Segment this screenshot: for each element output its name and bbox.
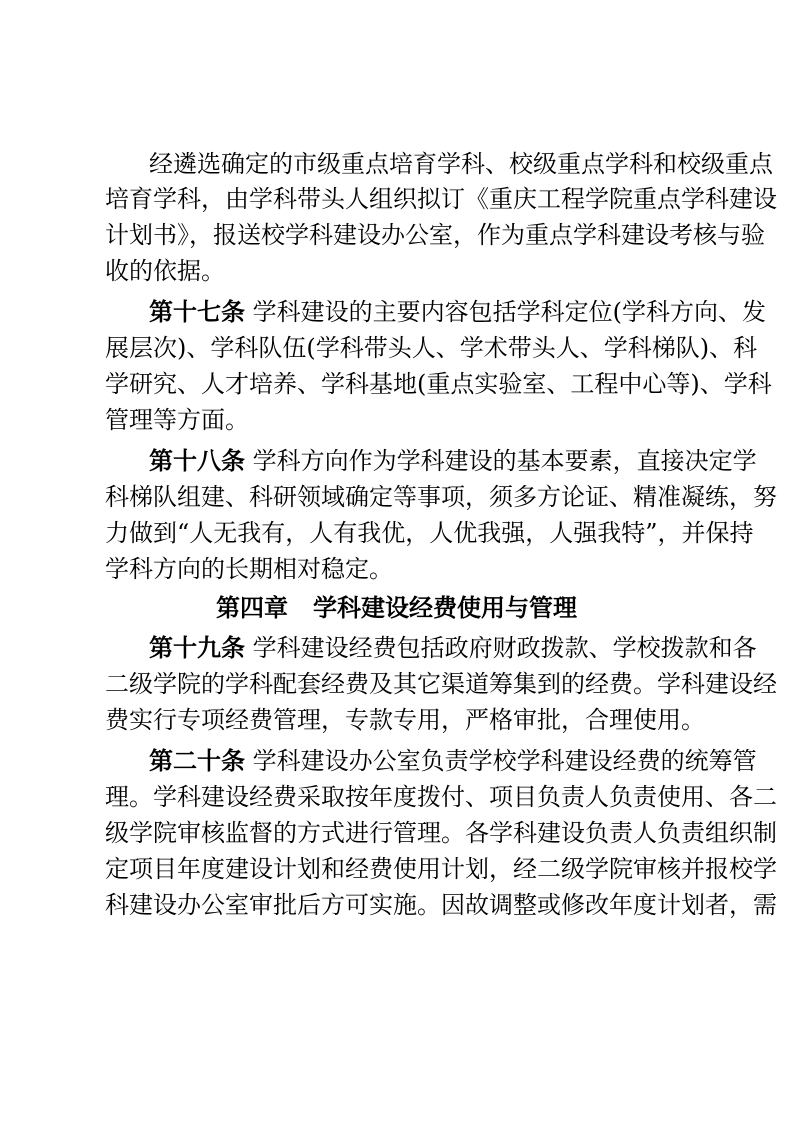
text-line: 科梯队组建、科研领域确定等事项，须多方论证、精准凝练，努 (105, 483, 777, 511)
text-line: 级学院审核监督的方式进行管理。各学科建设负责人负责组织制 (105, 819, 777, 847)
article-label: 第十九条 (149, 634, 245, 662)
article-text: 学科方向作为学科建设的基本要素，直接决定学 (245, 447, 757, 475)
text-line: 收的依据。 (105, 257, 225, 285)
text-line (149, 745, 757, 777)
article-label: 第二十条 (149, 747, 245, 775)
text-line (149, 445, 757, 477)
text-line: 学研究、人才培养、学科基地(重点实验室、工程中心等)、学科 (105, 370, 772, 398)
text-line: 费实行专项经费管理，专款专用，严格审批，合理使用。 (105, 706, 705, 734)
text-line (149, 632, 757, 664)
text-line (149, 296, 766, 328)
text-line: 科建设办公室审批后方可实施。因故调整或修改年度计划者，需 (105, 891, 777, 919)
text-line: 定项目年度建设计划和经费使用计划，经二级学院审核并报校学 (105, 855, 777, 883)
text-line: 计划书》，报送校学科建设办公室，作为重点学科建设考核与验 (105, 221, 765, 249)
text-line: 培育学科，由学科带头人组织拟订《重庆工程学院重点学科建设 (105, 185, 777, 213)
article-text: 学科建设办公室负责学校学科建设经费的统筹管 (245, 747, 757, 775)
text-line: 二级学院的学科配套经费及其它渠道筹集到的经费。学科建设经 (105, 670, 777, 698)
article-label: 第十八条 (149, 447, 245, 475)
text-line: 理。学科建设经费采取按年度拨付、项目负责人负责使用、各二 (105, 783, 777, 811)
text-line: 展层次)、学科队伍(学科带头人、学术带头人、学科梯队)、科 (105, 334, 758, 362)
chapter-heading: 第四章 学科建设经费使用与管理 (215, 594, 578, 622)
text-line: 经遴选确定的市级重点培育学科、校级重点学科和校级重点 (149, 150, 773, 178)
article-text: 学科建设经费包括政府财政拨款、学校拨款和各 (245, 634, 757, 662)
text-line: 学科方向的长期相对稳定。 (105, 555, 393, 583)
article-text: 学科建设的主要内容包括学科定位(学科方向、发 (245, 298, 766, 326)
text-line: 管理等方面。 (105, 406, 249, 434)
article-label: 第十七条 (149, 298, 245, 326)
text-line: 力做到“人无我有，人有我优，人优我强，人强我特”，并保持 (105, 519, 754, 547)
